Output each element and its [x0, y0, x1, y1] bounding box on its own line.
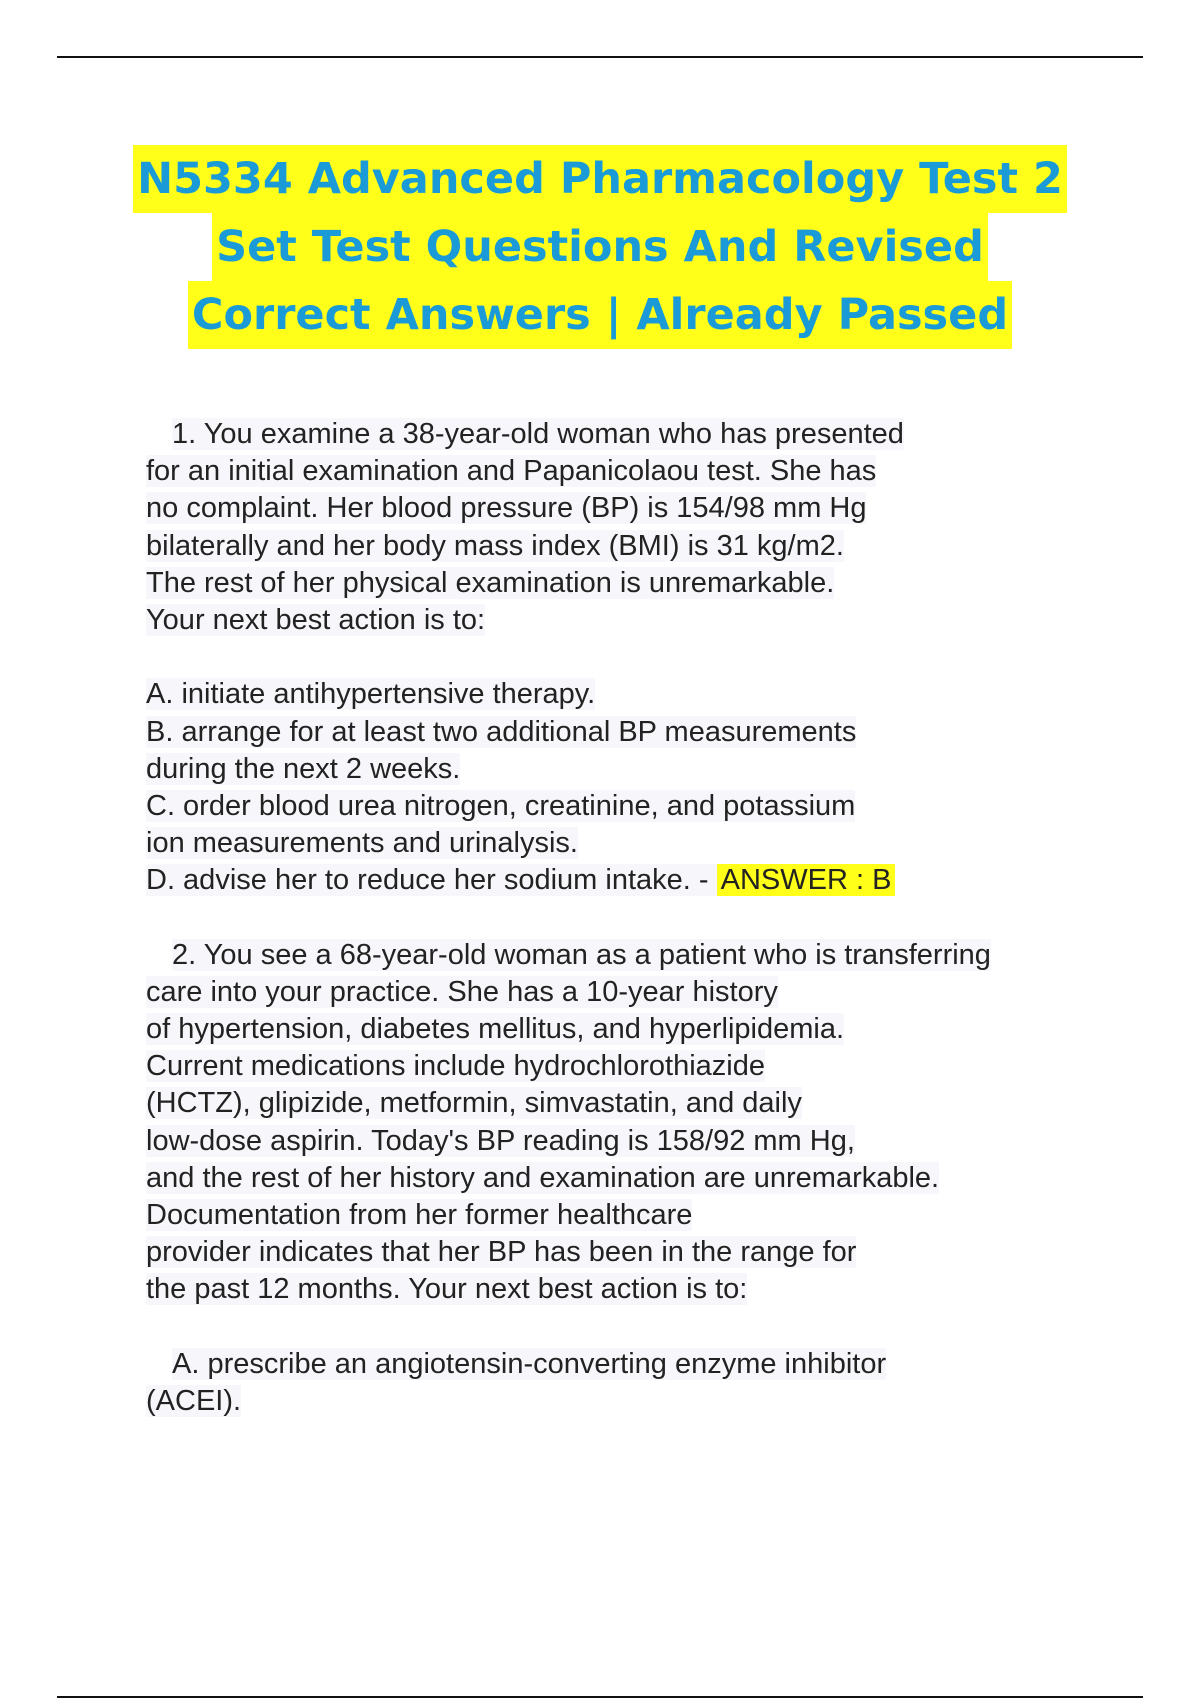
question-1-option-line: C. order blood urea nitrogen, creatinine, and potassium	[146, 789, 856, 822]
question-2-stem-line: (HCTZ), glipizide, metformin, simvastatin, and daily	[146, 1087, 802, 1120]
question-2-stem	[146, 937, 1106, 1309]
question-1-options	[146, 676, 1106, 899]
question-2-stem-line: the past 12 months. Your next best action is to:	[146, 1273, 748, 1306]
question-2-option-line: A. prescribe an angiotensin-converting enzyme inhibitor	[172, 1347, 887, 1380]
question-1-option-line: ion measurements and urinalysis.	[146, 827, 578, 860]
question-2-stem-line: care into your practice. She has a 10-year history	[146, 975, 778, 1008]
question-1-stem-line: no complaint. Her blood pressure (BP) is 154/98 mm Hg	[146, 492, 867, 525]
question-1-stem	[146, 416, 1106, 639]
paragraph-gap	[146, 899, 1106, 936]
question-2-stem-line: Documentation from her former healthcare	[146, 1198, 693, 1231]
question-2-stem-line: of hypertension, diabetes mellitus, and hyperlipidemia.	[146, 1013, 845, 1045]
question-1	[146, 416, 1106, 899]
top-divider	[57, 56, 1143, 58]
answer-highlight: ANSWER : B	[717, 864, 896, 896]
question-1-stem-line: The rest of her physical examination is unremarkable.	[146, 566, 835, 599]
question-2-options	[146, 1346, 1106, 1420]
question-2	[146, 937, 1106, 1420]
bottom-divider	[57, 1696, 1143, 1698]
question-2-stem-line: 2. You see a 68-year-old woman as a patient who is transferring	[172, 938, 991, 971]
question-1-option-line: B. arrange for at least two additional BP measurements	[146, 715, 857, 748]
question-2-stem-line: Current medications include hydrochlorothiazide	[146, 1050, 765, 1083]
question-2-option-line: (ACEI).	[146, 1384, 242, 1417]
question-1-stem-line: for an initial examination and Papanicolaou test. She has	[146, 455, 877, 488]
question-2-stem-line: provider indicates that her BP has been in the range for	[146, 1236, 857, 1269]
question-1-stem-line: bilaterally and her body mass index (BMI) is 31 kg/m2.	[146, 529, 844, 562]
question-2-stem-line: and the rest of her history and examination are unremarkable.	[146, 1161, 940, 1194]
question-1-option-line: A. initiate antihypertensive therapy.	[146, 678, 596, 711]
document-body	[146, 416, 1106, 1420]
question-1-stem-line: 1. You examine a 38-year-old woman who has presented	[172, 418, 904, 450]
question-1-option-line: during the next 2 weeks.	[146, 752, 461, 785]
question-2-stem-line: low-dose aspirin. Today's BP reading is 158/92 mm Hg,	[146, 1124, 855, 1157]
paragraph-gap	[146, 1309, 1106, 1346]
question-1-stem-line: Your next best action is to:	[146, 603, 486, 636]
question-1-option-line: D. advise her to reduce her sodium intake. - ANSWER : B	[146, 862, 1106, 899]
document-title	[0, 145, 1200, 349]
title-line-1: N5334 Advanced Pharmacology Test 2	[133, 145, 1067, 213]
paragraph-gap	[146, 639, 1106, 676]
title-line-2: Set Test Questions And Revised	[212, 213, 988, 281]
title-line-3: Correct Answers | Already Passed	[188, 281, 1012, 349]
